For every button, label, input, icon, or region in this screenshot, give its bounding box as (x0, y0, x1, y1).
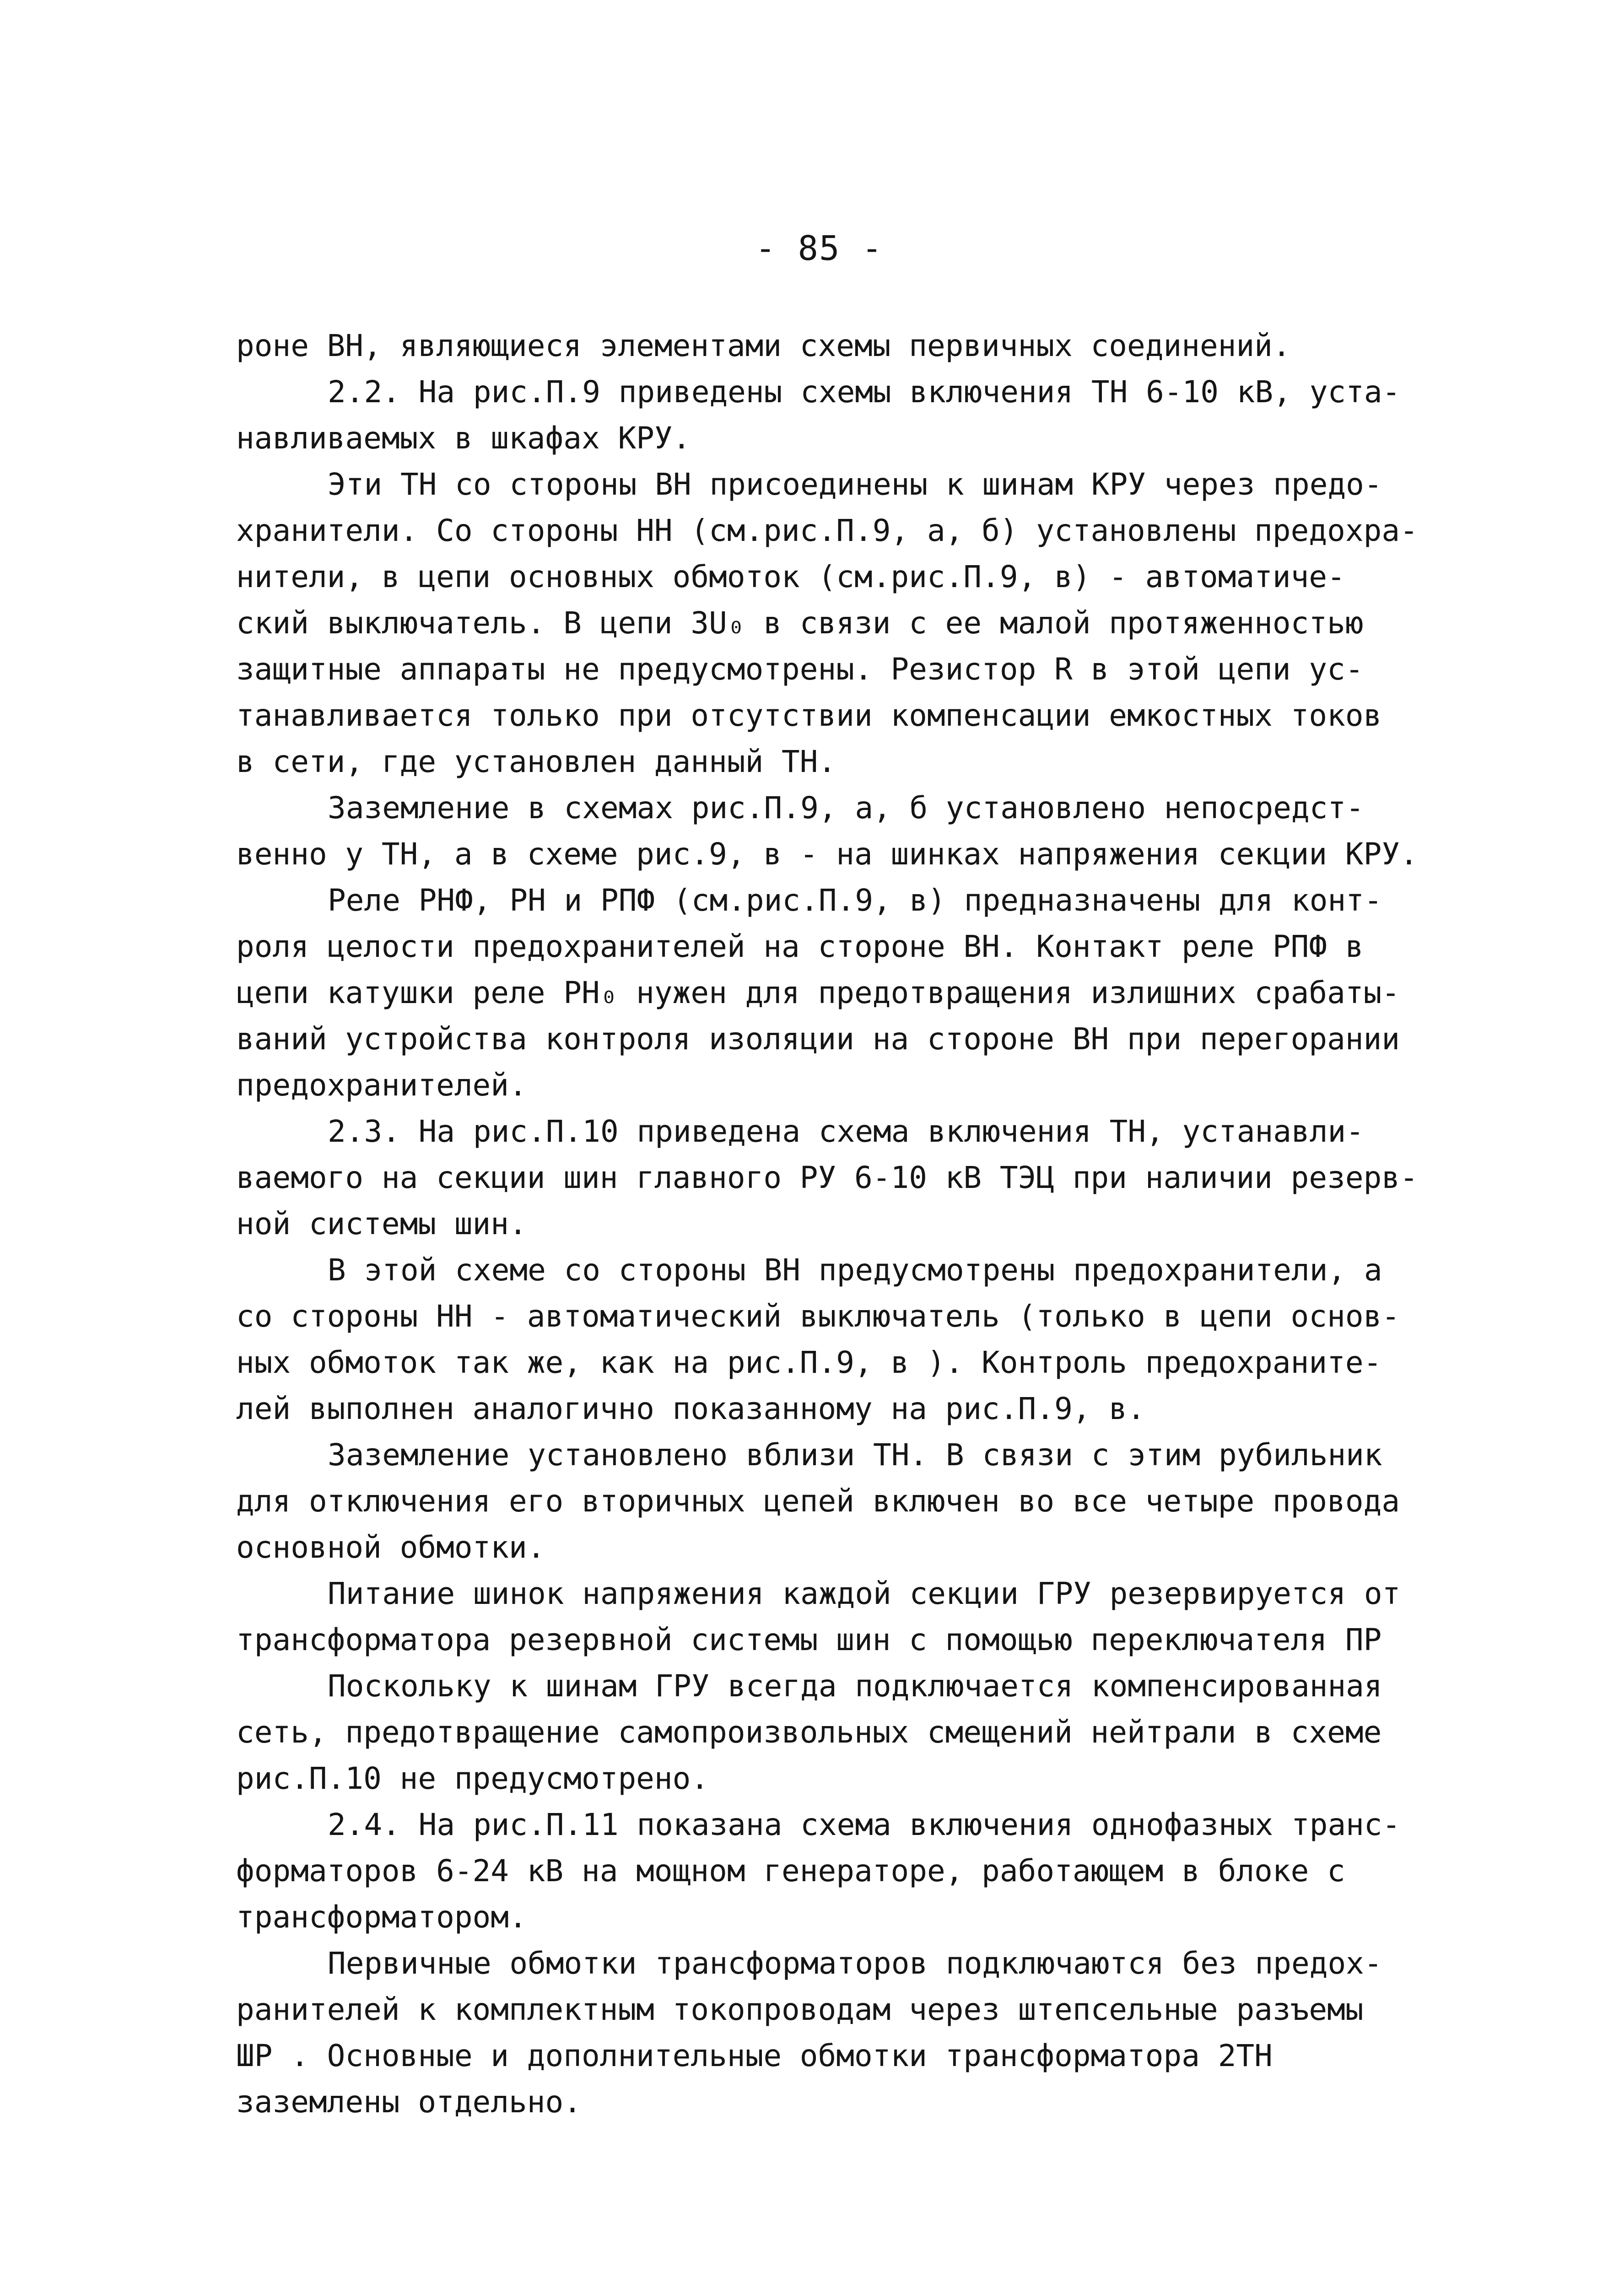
text-line: ШР . Основные и дополнительные обмотки трансформатора 2ТН (236, 2038, 1273, 2073)
text-line: цепи катушки реле РН₀ нужен для предотвращения излишних срабаты- (236, 975, 1400, 1010)
text-line: ваний устройства контроля изоляции на стороне ВН при перегорании (236, 1021, 1400, 1057)
text-line: трансформатором. (236, 1899, 527, 1935)
text-line: ский выключатель. В цепи 3U₀ в связи с ее малой протяженностью (236, 605, 1364, 641)
text-line: венно у ТН, а в схеме рис.9, в - на шинках напряжения секции КРУ. (236, 836, 1418, 872)
text-line: Эти ТН со стороны ВН присоединены к шинам КРУ через предо- (328, 467, 1382, 502)
text-line: нители, в цепи основных обмоток (см.рис.П.9, в) - автоматиче- (236, 559, 1345, 594)
text-line: ваемого на секции шин главного РУ 6-10 кВ ТЭЦ при наличии резерв- (236, 1160, 1418, 1195)
text-line: рис.П.10 не предусмотрено. (236, 1761, 709, 1796)
text-line: сеть, предотвращение самопроизвольных смещений нейтрали в схеме (236, 1715, 1382, 1750)
text-line: танавливается только при отсутствии компенсации емкостных токов (236, 698, 1382, 733)
text-line: роне ВН, являющиеся элементами схемы первичных соединений. (236, 328, 1291, 363)
text-line: трансформатора резервной системы шин с помощью переключателя ПР (236, 1622, 1382, 1657)
text-line: Первичные обмотки трансформаторов подключаются без предох- (328, 1946, 1382, 1981)
text-line: ной системы шин. (236, 1206, 527, 1241)
text-line: Заземление установлено вблизи ТН. В связи с этим рубильник (328, 1437, 1382, 1473)
text-line: со стороны НН - автоматический выключатель (только в цепи основ- (236, 1299, 1400, 1334)
text-line: Реле РНФ, РН и РПФ (см.рис.П.9, в) предназначены для конт- (328, 883, 1382, 918)
text-line: В этой схеме со стороны ВН предусмотрены предохранители, а (328, 1252, 1382, 1288)
text-line: заземлены отдельно. (236, 2084, 582, 2120)
text-line: ранителей к комплектным токопроводам через штепсельные разъемы (236, 1992, 1364, 2027)
text-line: Питание шинок напряжения каждой секции ГРУ резервируется от (328, 1576, 1401, 1611)
text-line: 2.4. На рис.П.11 показана схема включения однофазных транс- (328, 1807, 1401, 1842)
text-line: для отключения его вторичных цепей включен во все четыре провода (236, 1484, 1400, 1519)
text-line: форматоров 6-24 кВ на мощном генераторе, работающем в блоке с (236, 1853, 1345, 1889)
body-text (236, 323, 1472, 2125)
text-line: основной обмотки. (236, 1530, 545, 1565)
page-number: - 85 - (755, 229, 883, 268)
text-line: Заземление в схемах рис.П.9, а, б установлено непосредст- (328, 790, 1364, 826)
text-line: лей выполнен аналогично показанному на рис.П.9, в. (236, 1391, 1145, 1426)
text-line: 2.2. На рис.П.9 приведены схемы включения ТН 6-10 кВ, уста- (328, 374, 1401, 410)
text-line: Поскольку к шинам ГРУ всегда подключается компенсированная (328, 1668, 1382, 1704)
text-line: в сети, где установлен данный ТН. (236, 744, 836, 779)
text-line: 2.3. На рис.П.10 приведена схема включения ТН, устанавли- (328, 1114, 1364, 1149)
text-line: предохранителей. (236, 1068, 527, 1103)
text-line: ных обмоток так же, как на рис.П.9, в ). Контроль предохраните- (236, 1345, 1382, 1380)
text-line: защитные аппараты не предусмотрены. Резистор R в этой цепи ус- (236, 652, 1364, 687)
text-line: навливаемых в шкафах КРУ. (236, 421, 691, 456)
text-line: хранители. Со стороны НН (см.рис.П.9, а, б) установлены предохра- (236, 513, 1418, 548)
text-line: роля целости предохранителей на стороне ВН. Контакт реле РПФ в (236, 929, 1364, 964)
